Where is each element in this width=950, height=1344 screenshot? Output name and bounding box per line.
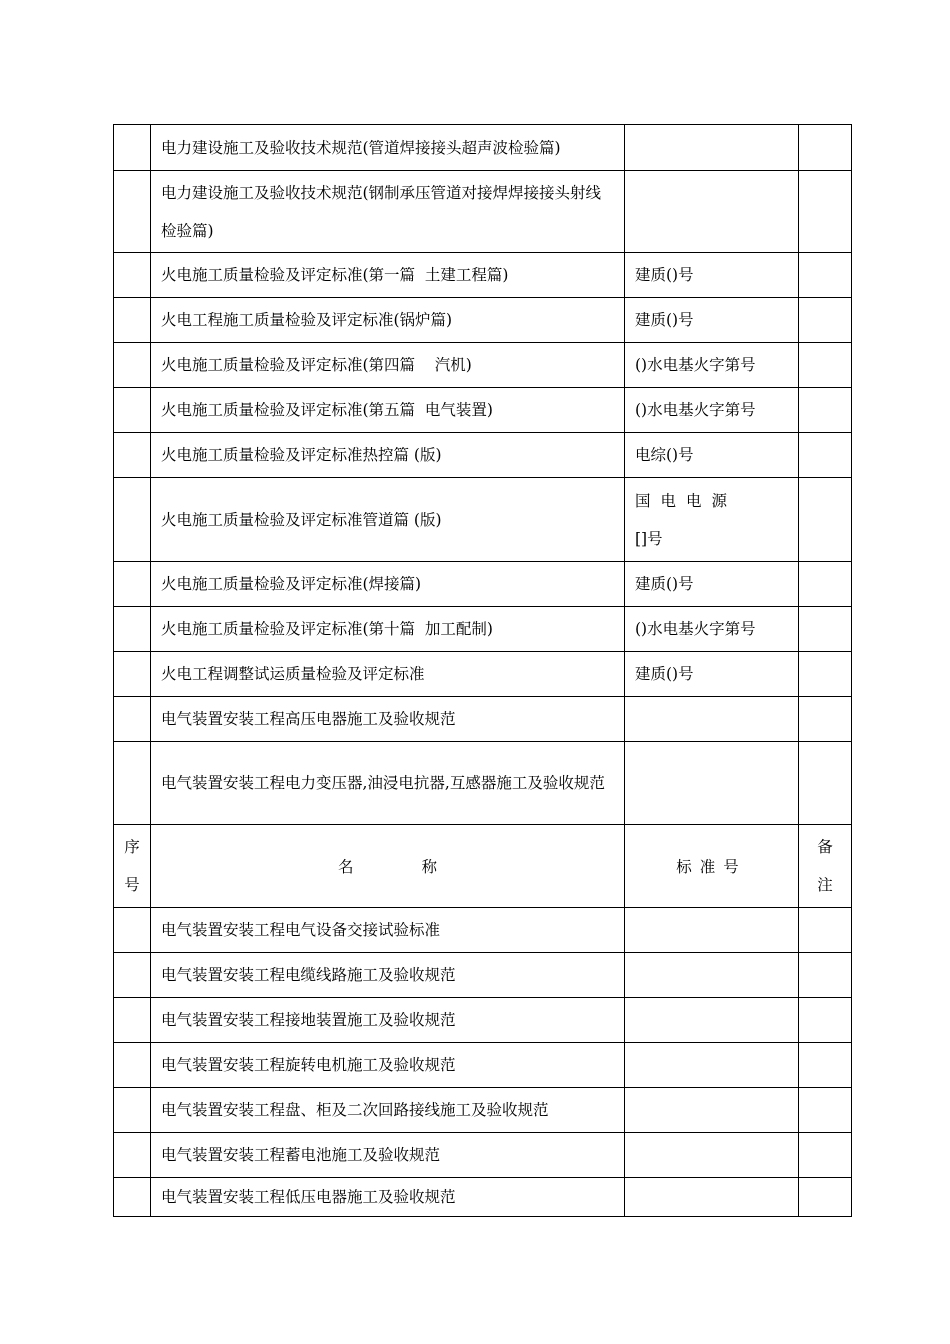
standard-name: 火电工程调整试运质量检验及评定标准 xyxy=(161,665,425,683)
row-number-cell xyxy=(114,742,151,825)
standard-name: 火电工程施工质量检验及评定标准(锅炉篇) xyxy=(161,311,453,329)
standard-number-cell xyxy=(625,343,799,388)
standard-name-cell xyxy=(151,697,625,742)
standard-number xyxy=(625,482,798,558)
table-row xyxy=(114,697,852,742)
header-note-cell xyxy=(799,825,852,908)
standard-name-cell xyxy=(151,953,625,998)
standard-number-cell xyxy=(625,478,799,562)
standard-name: 火电施工质量检验及评定标准(第十篇 加工配制) xyxy=(161,620,493,638)
table-row xyxy=(114,1133,852,1178)
header-number-char-1: 序 xyxy=(124,838,140,856)
standard-name-cell xyxy=(151,998,625,1043)
standard-name: 电气装置安装工程电气设备交接试验标准 xyxy=(161,921,441,939)
table-row xyxy=(114,953,852,998)
standard-name-cell xyxy=(151,742,625,825)
note-cell xyxy=(799,1088,852,1133)
standard-number-cell xyxy=(625,998,799,1043)
note-cell xyxy=(799,388,852,433)
table-row xyxy=(114,298,852,343)
row-number-cell xyxy=(114,998,151,1043)
standard-number-cell xyxy=(625,1178,799,1217)
note-cell xyxy=(799,742,852,825)
note-cell xyxy=(799,343,852,388)
standard-name: 电气装置安装工程盘、柜及二次回路接线施工及验收规范 xyxy=(161,1101,549,1119)
row-number-cell xyxy=(114,697,151,742)
note-cell xyxy=(799,433,852,478)
standard-name-cell xyxy=(151,908,625,953)
standard-number-cell xyxy=(625,562,799,607)
standard-name: 电气装置安装工程旋转电机施工及验收规范 xyxy=(161,1056,456,1074)
standard-number-line-1: 国电电源 xyxy=(635,491,738,510)
standard-name-cell xyxy=(151,562,625,607)
standard-name-cell xyxy=(151,652,625,697)
table-row xyxy=(114,478,852,562)
standard-name: 火电施工质量检验及评定标准(第一篇 土建工程篇) xyxy=(161,266,509,284)
note-cell xyxy=(799,1043,852,1088)
standard-name-cell xyxy=(151,343,625,388)
standard-name-cell xyxy=(151,1088,625,1133)
table-row xyxy=(114,125,852,171)
table-row xyxy=(114,742,852,825)
table-row xyxy=(114,998,852,1043)
standard-name: 火电施工质量检验及评定标准热控篇 (版) xyxy=(161,446,442,464)
note-cell xyxy=(799,478,852,562)
standard-name-cell xyxy=(151,171,625,253)
table-row xyxy=(114,652,852,697)
standard-number-cell xyxy=(625,607,799,652)
note-cell xyxy=(799,697,852,742)
standard-number-cell xyxy=(625,953,799,998)
standard-name-cell xyxy=(151,1178,625,1217)
standard-number-cell xyxy=(625,652,799,697)
standard-number-cell xyxy=(625,908,799,953)
standard-name-cell xyxy=(151,388,625,433)
standard-number: ()水电基火字第号 xyxy=(635,356,756,374)
standard-number-cell xyxy=(625,433,799,478)
header-standard-number: 标准号 xyxy=(676,858,747,876)
note-cell xyxy=(799,298,852,343)
header-note-char-1: 备 xyxy=(817,838,833,856)
header-name-cell xyxy=(151,825,625,908)
row-number-cell xyxy=(114,607,151,652)
row-number-cell xyxy=(114,1043,151,1088)
header-standard-cell xyxy=(625,825,799,908)
standard-number-line-2: []号 xyxy=(635,529,663,548)
standard-name: 电气装置安装工程电缆线路施工及验收规范 xyxy=(161,966,456,984)
header-number-char-2: 号 xyxy=(124,876,140,894)
row-number-cell xyxy=(114,1088,151,1133)
standard-name-cell xyxy=(151,253,625,298)
table-row xyxy=(114,343,852,388)
standard-name-cell xyxy=(151,1043,625,1088)
table-row xyxy=(114,433,852,478)
standard-number: ()水电基火字第号 xyxy=(635,401,756,419)
note-cell xyxy=(799,908,852,953)
standard-name-cell xyxy=(151,607,625,652)
standard-name: 电气装置安装工程低压电器施工及验收规范 xyxy=(161,1188,456,1206)
note-cell xyxy=(799,998,852,1043)
standard-number: 电综()号 xyxy=(635,446,694,464)
table-row xyxy=(114,1043,852,1088)
header-name-char-2: 称 xyxy=(421,858,438,876)
header-name-char-1: 名 xyxy=(337,858,354,876)
table-row xyxy=(114,607,852,652)
note-cell xyxy=(799,652,852,697)
row-number-cell xyxy=(114,478,151,562)
note-cell xyxy=(799,607,852,652)
standard-number-cell xyxy=(625,742,799,825)
standard-number: 建质()号 xyxy=(635,311,694,329)
row-number-cell xyxy=(114,433,151,478)
standard-number: ()水电基火字第号 xyxy=(635,620,756,638)
row-number-cell xyxy=(114,1178,151,1217)
standard-name: 电力建设施工及验收技术规范(钢制承压管道对接焊焊接接头射线检验篇) xyxy=(161,183,602,240)
note-cell xyxy=(799,1133,852,1178)
table-row xyxy=(114,253,852,298)
standard-number: 建质()号 xyxy=(635,266,694,284)
standard-number-cell xyxy=(625,388,799,433)
note-cell xyxy=(799,253,852,298)
row-number-cell xyxy=(114,562,151,607)
standard-number-cell xyxy=(625,1043,799,1088)
note-cell xyxy=(799,125,852,171)
standard-number: 建质()号 xyxy=(635,665,694,683)
header-note-char-2: 注 xyxy=(817,876,833,894)
standard-name-cell xyxy=(151,1133,625,1178)
standard-name: 火电施工质量检验及评定标准(第四篇 汽机) xyxy=(161,356,472,374)
row-number-cell xyxy=(114,652,151,697)
row-number-cell xyxy=(114,1133,151,1178)
row-number-cell xyxy=(114,253,151,298)
header-number-cell xyxy=(114,825,151,908)
table-row xyxy=(114,171,852,253)
row-number-cell xyxy=(114,298,151,343)
standard-name-cell xyxy=(151,433,625,478)
row-number-cell xyxy=(114,171,151,253)
standard-name: 火电施工质量检验及评定标准(焊接篇) xyxy=(161,575,422,593)
table-row xyxy=(114,1088,852,1133)
table-row xyxy=(114,388,852,433)
row-number-cell xyxy=(114,343,151,388)
standard-name: 电气装置安装工程接地装置施工及验收规范 xyxy=(161,1011,456,1029)
table-row xyxy=(114,1178,852,1217)
standard-name: 电气装置安装工程电力变压器,油浸电抗器,互感器施工及验收规范 xyxy=(161,774,605,792)
standard-number-cell xyxy=(625,1088,799,1133)
standard-name-cell xyxy=(151,478,625,562)
standard-name: 火电施工质量检验及评定标准(第五篇 电气装置) xyxy=(161,401,493,419)
standard-number-cell xyxy=(625,171,799,253)
standard-number-cell xyxy=(625,697,799,742)
note-cell xyxy=(799,953,852,998)
note-cell xyxy=(799,1178,852,1217)
standard-name: 电气装置安装工程蓄电池施工及验收规范 xyxy=(161,1146,441,1164)
standard-name: 电气装置安装工程高压电器施工及验收规范 xyxy=(161,710,456,728)
table-header-row xyxy=(114,825,852,908)
standard-number-cell xyxy=(625,1133,799,1178)
table-row xyxy=(114,908,852,953)
standard-number-cell xyxy=(625,253,799,298)
table-row xyxy=(114,562,852,607)
row-number-cell xyxy=(114,953,151,998)
row-number-cell xyxy=(114,908,151,953)
standard-name-cell xyxy=(151,298,625,343)
standard-name: 火电施工质量检验及评定标准管道篇 (版) xyxy=(161,510,442,529)
standard-number-cell xyxy=(625,125,799,171)
standard-number: 建质()号 xyxy=(635,575,694,593)
header-name xyxy=(151,855,624,877)
standard-name-cell xyxy=(151,125,625,171)
note-cell xyxy=(799,171,852,253)
standard-number-cell xyxy=(625,298,799,343)
standards-table xyxy=(113,124,852,1217)
standard-name: 电力建设施工及验收技术规范(管道焊接接头超声波检验篇) xyxy=(161,138,561,157)
note-cell xyxy=(799,562,852,607)
row-number-cell xyxy=(114,125,151,171)
row-number-cell xyxy=(114,388,151,433)
